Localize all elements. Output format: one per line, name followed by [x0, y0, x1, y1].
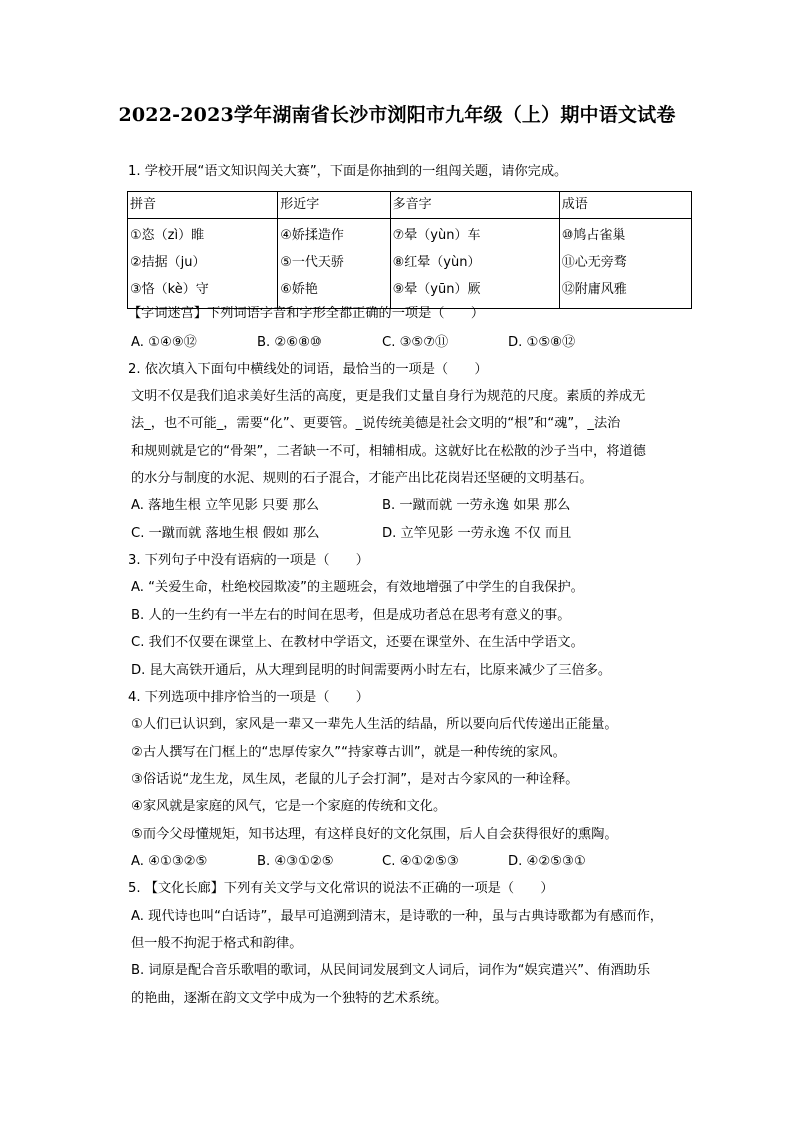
q4-sentence: ①人们已认识到，家风是一辈又一辈先人生活的结晶，所以要向后代传递出正能量。	[131, 717, 618, 732]
q2-option-b[interactable]: B. 一蹴而就 一劳永逸 如果 那么	[382, 498, 571, 513]
q5-stem: 5. 【文化长廊】下列有关文学与文化常识的说法不正确的一项是（ ）	[128, 881, 554, 896]
q4-sentence: ⑤而今父母懂规矩，知书达理，有这样良好的文化氛围，后人自会获得很好的熏陶。	[131, 827, 618, 842]
q1-option-b[interactable]: B. ②⑥⑧⑩	[257, 335, 322, 350]
q4-stem: 4. 下列选项中排序恰当的一项是（ ）	[128, 690, 369, 705]
q2-option-d[interactable]: D. 立竿见影 一劳永逸 不仅 而且	[382, 526, 572, 541]
table-cell-item: ⑥娇艳	[280, 282, 318, 297]
q1-option-d[interactable]: D. ①⑤⑧⑫	[508, 335, 576, 350]
q3-option-c[interactable]: C. 我们不仅要在课堂上、在教材中学语文，还要在课堂外、在生活中学语文。	[131, 635, 584, 650]
q3-option-d[interactable]: D. 昆大高铁开通后，从大理到昆明的时间需要两小时左右，比原来减少了三倍多。	[131, 663, 612, 678]
table-cell-item: ⑪心无旁骛	[561, 255, 627, 270]
q1-stem: 1. 学校开展“语文知识闯关大赛”，下面是你抽到的一组闯关题，请你完成。	[128, 164, 568, 179]
table-cell-item: ①恣（zì）睢	[130, 228, 205, 243]
q3-option-a[interactable]: A. “关爱生命，杜绝校园欺凌”的主题班会，有效地增强了中学生的自我保护。	[131, 580, 584, 595]
table-header-cell: 形近字	[278, 192, 390, 219]
q2-option-a[interactable]: A. 落地生根 立竿见影 只要 那么	[131, 498, 319, 513]
table-cell-item: ②拮据（ju）	[130, 255, 206, 270]
q2-passage-line: 的水分与制度的水泥、规则的石子混合，才能产出比花岗岩还坚硬的文明基石。	[131, 471, 593, 486]
table-cell-item: ⑩鸠占雀巢	[561, 228, 626, 243]
table-row	[128, 219, 692, 309]
q5-option-b[interactable]: B. 词原是配合音乐歌唱的歌词，从民间词发展到文人词后，词作为“娱宾遣兴”、侑酒助乐	[131, 963, 651, 978]
table-cell-pinyin	[128, 219, 278, 309]
q4-sentence: ④家风就是家庭的风气，它是一个家庭的传统和文化。	[131, 799, 447, 814]
q4-option-c[interactable]: C. ④①②⑤③	[382, 854, 459, 869]
table-cell-item: ⑨晕（yūn）厥	[392, 282, 481, 297]
q2-stem: 2. 依次填入下面句中横线处的词语，最恰当的一项是（ ）	[128, 362, 488, 377]
q5-option-a-cont: 但一般不拘泥于格式和韵律。	[131, 936, 303, 951]
q4-option-a[interactable]: A. ④①③②⑤	[131, 854, 208, 869]
q2-option-c[interactable]: C. 一蹴而就 落地生根 假如 那么	[131, 526, 320, 541]
table-header-cell: 拼音	[128, 192, 278, 219]
table-cell-idioms	[559, 219, 691, 309]
q2-passage-line: 法_，也不可能_，需要“化”、更要管。_说传统美德是社会文明的“根”和“魂”，_法治	[131, 416, 621, 431]
table-cell-item: ⑤一代天骄	[280, 255, 344, 270]
table-header-cell: 成语	[559, 192, 691, 219]
table-header-cell: 多音字	[390, 192, 559, 219]
table-cell-item: ⑧红晕（yùn）	[392, 255, 481, 270]
table-cell-similar-chars	[278, 219, 390, 309]
table-cell-item: ⑫附庸风雅	[561, 282, 627, 297]
q4-sentence: ③俗话说“龙生龙，凤生凤，老鼠的儿子会打洞”，是对古今家风的一种诠释。	[131, 772, 579, 787]
q4-sentence: ②古人撰写在门框上的“忠厚传家久”“持家尊古训”，就是一种传统的家风。	[131, 745, 566, 760]
q4-option-b[interactable]: B. ④③①②⑤	[257, 854, 334, 869]
q5-option-a[interactable]: A. 现代诗也叫“白话诗”，最早可追溯到清末，是诗歌的一种，虽与古典诗歌都为有感而作，	[131, 909, 663, 924]
q1-option-c[interactable]: C. ③⑤⑦⑪	[382, 335, 449, 350]
q2-passage-line: 文明不仅是我们追求美好生活的高度，更是我们丈量自身行为规范的尺度。素质的养成无	[131, 389, 646, 404]
q1-table	[127, 191, 692, 309]
table-cell-item: ⑦晕（yùn）车	[392, 228, 481, 243]
q3-option-b[interactable]: B. 人的一生约有一半左右的时间在思考，但是成功者总在思考有意义的事。	[131, 608, 571, 623]
exam-title: 2022-2023学年湖南省长沙市浏阳市九年级（上）期中语文试卷	[118, 104, 676, 126]
table-header-row	[128, 192, 692, 219]
q5-option-b-cont: 的艳曲，逐渐在韵文文学中成为一个独特的艺术系统。	[131, 991, 448, 1006]
table-cell-polyphones	[390, 219, 559, 309]
q1-sub-question: 【字词迷宫】下列词语字音和字形全都正确的一项是（ ）	[128, 306, 485, 321]
q2-passage-line: 和规则就是它的“骨架”，二者缺一不可，相辅相成。这就好比在松散的沙子当中，将道德	[131, 444, 646, 459]
q4-option-d[interactable]: D. ④②⑤③①	[508, 854, 586, 869]
q1-option-a[interactable]: A. ①④⑨⑫	[131, 335, 197, 350]
table-cell-item: ④娇揉造作	[280, 228, 344, 243]
table-cell-item: ③恪（kè）守	[130, 282, 209, 297]
q3-stem: 3. 下列句子中没有语病的一项是（ ）	[128, 553, 369, 568]
